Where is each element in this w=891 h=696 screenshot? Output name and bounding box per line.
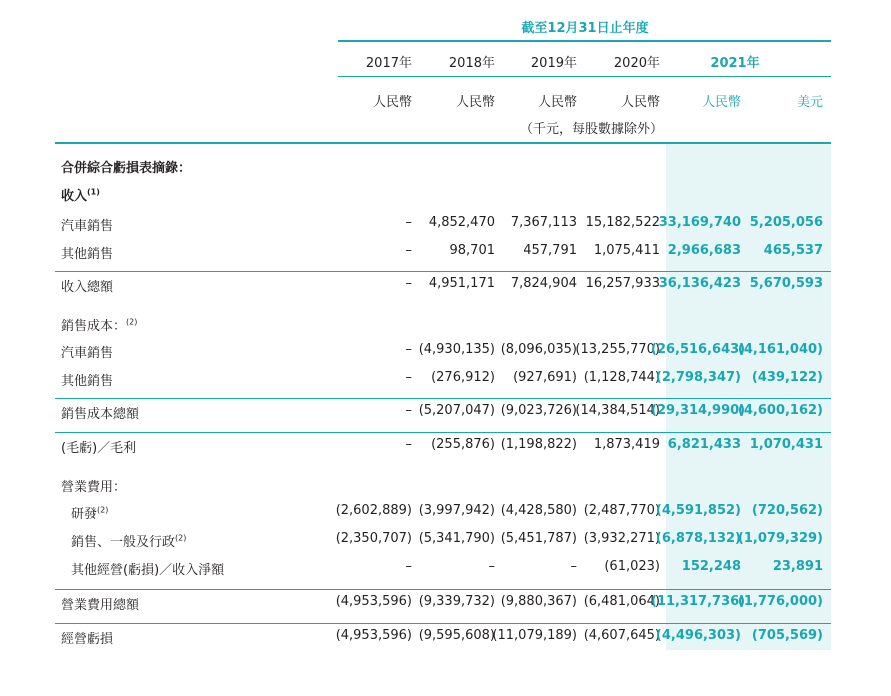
- cell-value: 4,852,470: [428, 215, 495, 230]
- cell-value: –: [405, 403, 412, 418]
- cell-value: (4,607,645): [583, 628, 660, 643]
- cell-value: 36,136,423: [658, 276, 741, 291]
- currency-2017: 人民幣: [372, 95, 412, 110]
- cell-value: (2,602,889): [335, 503, 412, 518]
- cell-value: (720,562): [751, 503, 823, 518]
- cell-value: (439,122): [751, 370, 823, 385]
- section-title: 合併綜合虧損表摘錄：: [61, 161, 192, 176]
- cell-value: (276,912): [431, 370, 495, 385]
- row-label: 汽車銷售: [61, 346, 114, 361]
- cell-value: –: [405, 215, 412, 230]
- cell-value: –: [405, 437, 412, 452]
- cell-value: 6,821,433: [667, 437, 741, 452]
- table-row: [55, 432, 831, 459]
- cell-value: 1,075,411: [593, 243, 660, 258]
- cell-value: (4,930,135): [418, 342, 495, 357]
- cell-value: (5,341,790): [418, 531, 495, 546]
- row-label: 銷售成本：$^{(2)}$: [61, 317, 138, 334]
- cell-value: (2,350,707): [335, 531, 412, 546]
- cell-value: 1,873,419: [593, 437, 660, 452]
- cell-value: (255,876): [431, 437, 495, 452]
- cell-value: 4,951,171: [428, 276, 495, 291]
- table-row: [55, 555, 831, 581]
- row-label: 銷售、一般及行政$^{(2)}$: [71, 533, 187, 550]
- unit-note: （千元，每股數據除外）: [520, 122, 664, 137]
- row-label: 銷售成本總額: [61, 407, 140, 422]
- row-label: 其他銷售: [61, 374, 114, 389]
- cell-value: 33,169,740: [658, 215, 741, 230]
- table-row: [55, 472, 831, 498]
- table-row: [55, 211, 831, 237]
- cell-value: (4,591,852): [655, 503, 741, 518]
- cell-value: (2,798,347): [655, 370, 741, 385]
- cell-value: (9,339,732): [418, 594, 495, 609]
- currency-2021-rmb: 人民幣: [701, 95, 741, 110]
- cell-value: (26,516,643): [651, 342, 746, 357]
- cell-value: (1,198,822): [500, 437, 577, 452]
- table-row: [55, 527, 831, 553]
- cell-value: (3,997,942): [418, 503, 495, 518]
- cell-value: (6,481,064): [583, 594, 660, 609]
- cell-value: (9,595,608): [418, 628, 495, 643]
- cell-value: 16,257,933: [585, 276, 660, 291]
- header-rule: [338, 40, 831, 42]
- cell-value: (4,428,580): [500, 503, 577, 518]
- years-rule: [338, 76, 831, 77]
- cell-value: (4,161,040): [737, 342, 823, 357]
- cell-value: 457,791: [523, 243, 577, 258]
- table-row: [55, 398, 831, 425]
- table-row: [55, 239, 831, 265]
- cell-value: (11,079,189): [492, 628, 577, 643]
- currency-2020: 人民幣: [620, 95, 660, 110]
- cell-value: 7,367,113: [510, 215, 577, 230]
- cell-value: (9,023,726): [500, 403, 577, 418]
- footnote-ref: (1): [87, 187, 100, 197]
- year-2018: 2018年: [448, 56, 495, 71]
- currency-2019: 人民幣: [537, 95, 577, 110]
- period-header: 截至12月31日止年度: [521, 21, 649, 36]
- cell-value: (2,487,770): [583, 503, 660, 518]
- cell-value: (705,569): [751, 628, 823, 643]
- cell-value: (927,691): [513, 370, 577, 385]
- cell-value: (5,207,047): [418, 403, 495, 418]
- cell-value: 23,891: [772, 559, 823, 574]
- cell-value: (1,776,000): [737, 594, 823, 609]
- cell-value: 5,205,056: [749, 215, 823, 230]
- year-2017: 2017年: [365, 56, 412, 71]
- cell-value: –: [570, 559, 577, 574]
- row-label: 營業費用：: [61, 480, 127, 495]
- cell-value: (61,023): [604, 559, 660, 574]
- cell-value: (5,451,787): [500, 531, 577, 546]
- currency-2021-usd: 美元: [796, 95, 823, 110]
- cell-value: –: [405, 243, 412, 258]
- row-label: 其他銷售: [61, 247, 114, 262]
- footnote-ref: (2): [126, 317, 138, 327]
- cell-value: (4,496,303): [655, 628, 741, 643]
- table-row: [55, 366, 831, 392]
- cell-value: 15,182,522: [585, 215, 660, 230]
- table-head-rule: [55, 142, 831, 144]
- row-label: 營業費用總額: [61, 598, 140, 613]
- cell-value: 465,537: [763, 243, 823, 258]
- footnote-ref: (2): [97, 505, 109, 515]
- row-label: 收入總額: [61, 280, 114, 295]
- table-row: [55, 271, 831, 298]
- row-label: (毛虧)／毛利: [61, 441, 137, 456]
- cell-value: 5,670,593: [749, 276, 823, 291]
- table-row: [55, 623, 831, 650]
- cell-value: 98,701: [449, 243, 495, 258]
- cell-value: (13,255,770): [575, 342, 660, 357]
- cell-value: –: [405, 276, 412, 291]
- table-row: [55, 338, 831, 364]
- cell-value: 7,824,904: [510, 276, 577, 291]
- cell-value: –: [405, 370, 412, 385]
- cell-value: –: [405, 342, 412, 357]
- cell-value: (29,314,990): [651, 403, 746, 418]
- cell-value: (4,600,162): [737, 403, 823, 418]
- row-label: 其他經營(虧損)／收入淨額: [71, 563, 225, 578]
- year-2021: 2021年: [710, 56, 760, 71]
- row-label: 經營虧損: [61, 632, 114, 647]
- cell-value: (3,932,271): [583, 531, 660, 546]
- cell-value: (9,880,367): [500, 594, 577, 609]
- cell-value: (6,878,132): [655, 531, 741, 546]
- row-label: 研發$^{(2)}$: [71, 505, 109, 522]
- cell-value: (4,953,596): [335, 594, 412, 609]
- cell-value: (8,096,035): [500, 342, 577, 357]
- cell-value: 152,248: [681, 559, 741, 574]
- cell-value: 2,966,683: [667, 243, 741, 258]
- cell-value: (4,953,596): [335, 628, 412, 643]
- table-row: [55, 589, 831, 616]
- year-2019: 2019年: [530, 56, 577, 71]
- row-label: 汽車銷售: [61, 219, 114, 234]
- table-row: [55, 181, 831, 207]
- cell-value: (1,079,329): [737, 531, 823, 546]
- cell-value: (14,384,514): [575, 403, 660, 418]
- table-row: [55, 311, 831, 337]
- cell-value: (1,128,744): [583, 370, 660, 385]
- table-row: [55, 499, 831, 525]
- year-2020: 2020年: [613, 56, 660, 71]
- currency-2018: 人民幣: [455, 95, 495, 110]
- cell-value: –: [488, 559, 495, 574]
- cell-value: –: [405, 559, 412, 574]
- cell-value: (11,317,736): [651, 594, 746, 609]
- footnote-ref: (2): [175, 533, 187, 543]
- cell-value: 1,070,431: [749, 437, 823, 452]
- row-label: 收入$^{(1)}$: [61, 187, 100, 204]
- section-title-row: [55, 153, 831, 179]
